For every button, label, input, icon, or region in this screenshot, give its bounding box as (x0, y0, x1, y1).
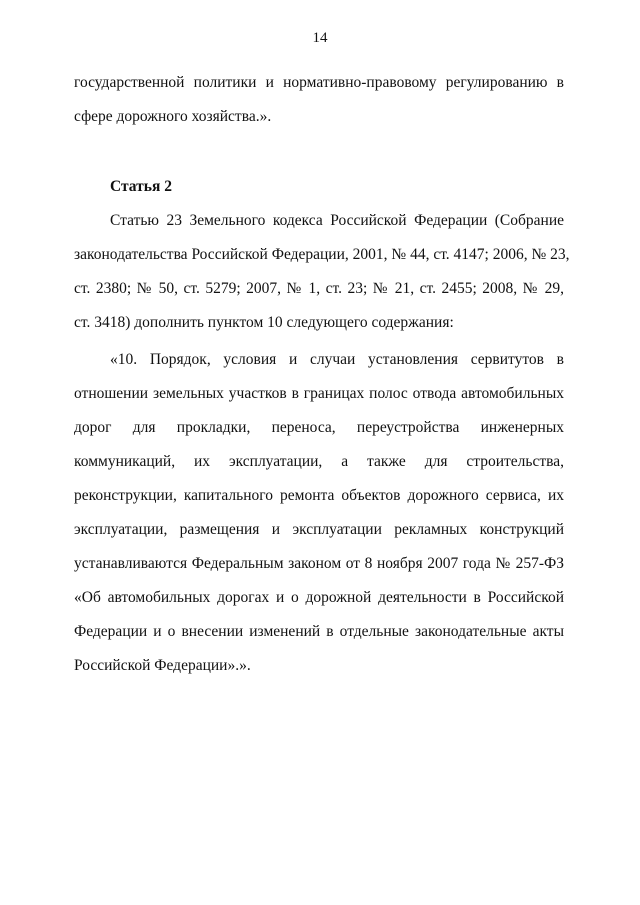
text-line: ст. 3418) дополнить пунктом 10 следующего содержания: (74, 314, 454, 331)
text-line: устанавливаются Федеральным законом от 8 ноября 2007 года № 257-ФЗ (74, 555, 564, 572)
text-line: сфере дорожного хозяйства.». (74, 108, 272, 125)
continuation-paragraph (74, 66, 564, 134)
text-line: Федерации и о внесении изменений в отдельные законодательные акты (74, 623, 564, 640)
page-number: 14 (312, 30, 328, 46)
text-line: Российской Федерации».». (74, 657, 251, 674)
article-paragraph-1 (74, 204, 570, 340)
text-line: Статью 23 Земельного кодекса Российской Федерации (Собрание (110, 212, 564, 229)
text-line: «Об автомобильных дорогах и о дорожной деятельности в Российской (74, 589, 564, 606)
text-line: «10. Порядок, условия и случаи установления сервитутов в (110, 351, 564, 368)
article-heading: Статья 2 (110, 178, 172, 195)
text-line: эксплуатации, размещения и эксплуатации рекламных конструкций (74, 521, 564, 538)
text-line: ст. 2380; № 50, ст. 5279; 2007, № 1, ст. 23; № 21, ст. 2455; 2008, № 29, (74, 280, 564, 297)
text-line: государственной политики и нормативно-правовому регулированию в (74, 74, 564, 91)
text-line: коммуникаций, их эксплуатации, а также для строительства, (74, 453, 564, 470)
text-line: дорог для прокладки, переноса, переустройства инженерных (74, 419, 564, 436)
text-line: отношении земельных участков в границах полос отвода автомобильных (74, 385, 564, 402)
text-line: законодательства Российской Федерации, 2001, № 44, ст. 4147; 2006, № 23, (74, 246, 570, 263)
article-paragraph-2 (74, 343, 564, 683)
text-line: реконструкции, капитального ремонта объектов дорожного сервиса, их (74, 487, 564, 504)
